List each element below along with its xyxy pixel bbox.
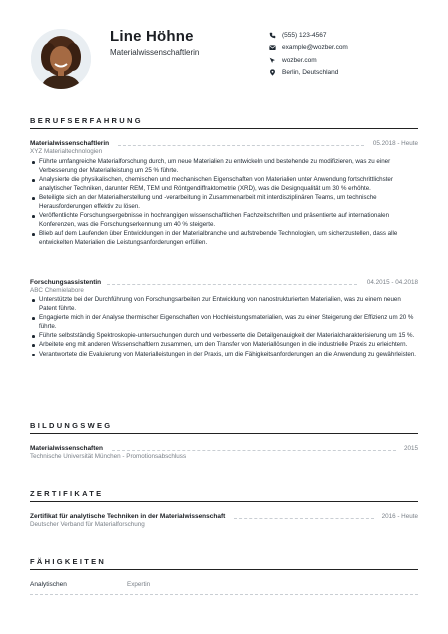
job-title: Materialwissenschaftlerin <box>110 48 200 57</box>
education-degree: Materialwissenschaften <box>30 445 103 452</box>
list-item: Engagierte mich in der Analyse thermischer Eigenschaften von Hochleistungsmaterialien, was zu einer Steigerung der Effizienz um 20 % führte. <box>30 314 420 331</box>
section-divider <box>30 569 418 570</box>
job-company: XYZ Materialtechnologien <box>30 148 103 155</box>
avatar <box>31 29 91 89</box>
certificate-issuer: Deutscher Verband für Materialforschung <box>30 521 145 528</box>
section-divider <box>30 433 418 434</box>
phone-icon <box>268 31 276 39</box>
dotted-leader <box>112 450 396 451</box>
contact-text: (555) 123-4567 <box>282 31 327 39</box>
list-item: Arbeitete eng mit anderen Wissenschaftlern zusammen, um den Transfer von Materiallösungen in die industrielle Praxis zu erleichtern. <box>30 341 420 350</box>
dotted-leader <box>234 518 374 519</box>
candidate-name: Line Höhne <box>110 28 194 45</box>
dotted-divider <box>30 594 418 595</box>
list-item: Unterstützte bei der Durchführung von Forschungsarbeiten zur Entwicklung von nanostrukturierten Materialien, was zu einem neuen Patent führte. <box>30 296 420 313</box>
job-bullets <box>30 158 420 248</box>
section-title-education: BILDUNGSWEG <box>30 421 113 430</box>
education-year: 2015 <box>403 445 418 452</box>
contact-email <box>268 42 438 55</box>
certificate-dates: 2016 - Heute <box>381 513 418 520</box>
contact-phone <box>268 29 438 42</box>
contact-text[interactable]: example@wozber.com <box>282 44 348 52</box>
section-title-certificates: ZERTIFIKATE <box>30 489 104 498</box>
email-icon <box>268 44 276 52</box>
section-divider <box>30 501 418 502</box>
contact-text[interactable]: wozber.com <box>282 56 317 64</box>
list-item: Beteiligte sich an der Materialherstellung und -verarbeitung in Zusammenarbeit mit interdisziplinären Teams, um technische Herausforderungen effektiv zu lösen. <box>30 194 420 211</box>
contact-list <box>268 29 438 79</box>
location-icon <box>268 69 276 77</box>
job-dates: 05.2018 - Heute <box>372 140 418 147</box>
dotted-leader <box>107 284 357 285</box>
job-dates: 04.2015 - 04.2018 <box>366 279 418 286</box>
job-bullets <box>30 296 420 360</box>
list-item: Verantwortete die Evaluierung von Materialleistungen in der Praxis, um die Fähigkeitsanforderungen an die Anwendung zu gewährleisten. <box>30 351 420 360</box>
job-role: Forschungsassistentin <box>30 279 102 286</box>
list-item: Führte umfangreiche Materialforschung durch, um neue Materialien zu entwickeln und bestehende zu modifizieren, was zu einer Verbesserung der Materialleistung um 25 % führte. <box>30 158 420 175</box>
list-item: Veröffentlichte Forschungsergebnisse in hochrangigen wissenschaftlichen Fachzeitschriften und präsentierte auf internationalen Konferenzen, was die Forschungserkennung um 40 % steigerte. <box>30 212 420 229</box>
section-title-skills: FÄHIGKEITEN <box>30 557 107 566</box>
skill-name: Analytischen <box>30 581 67 588</box>
list-item: Analysierte die physikalischen, chemischen und mechanischen Eigenschaften von Materialien unter Anwendung fortschrittlichster analytischer Techniken, darunter REM, TEM und Röntgendiffraktometrie (XRD), was die Designqualität um 30 % erhöhte. <box>30 176 420 193</box>
certificate-name: Zertifikat für analytische Techniken in der Materialwissenschaft <box>30 513 226 520</box>
dotted-leader <box>118 145 364 146</box>
job-role: Materialwissenschaftlerin <box>30 140 110 147</box>
list-item: Führte selbstständig Spektroskopie-untersuchungen durch und verbesserte die Detailgenauigkeit der Materialcharakterisierung um 15 %. <box>30 332 420 341</box>
contact-website <box>268 54 438 67</box>
contact-text: Berlin, Deutschland <box>282 69 339 77</box>
link-icon <box>268 56 276 64</box>
job-company: ABC Chemielabore <box>30 287 84 294</box>
section-divider <box>30 128 418 129</box>
education-school: Technische Universität München - Promotionsabschluss <box>30 453 187 460</box>
section-title-experience: BERUFSERFAHRUNG <box>30 116 143 125</box>
skill-level: Expertin <box>127 581 151 588</box>
list-item: Blieb auf dem Laufenden über Entwicklungen in der Materialbranche und aufstrebende Technologien, um sicherzustellen, dass alle entwickelten Materialien die Leistungsanforderungen erfüllen. <box>30 230 420 247</box>
contact-location <box>268 67 438 80</box>
